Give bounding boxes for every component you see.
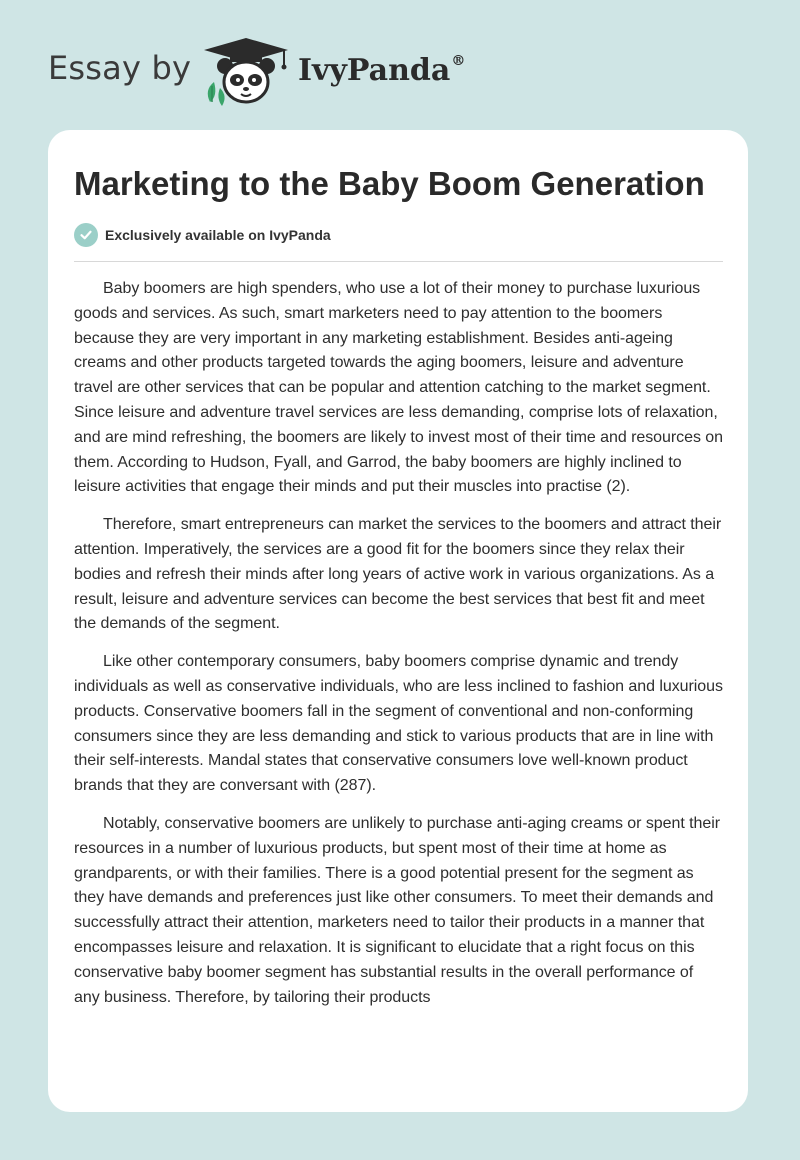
panda-graduate-icon (200, 36, 292, 108)
essay-by-label: Essay by (48, 49, 192, 87)
paragraph: Notably, conservative boomers are unlikely to purchase anti-aging creams or spent their resources in a number of luxurious products, but spent most of their time at home as grandparents, or with their families. There is a good potential present for the segment as they have demands and preferences just like other consumers. To meet their demands and successfully attract their attention, marketers need to tailor their products in a manner that encompasses leisure and relaxation. It is significant to elucidate that a right focus on this conservative baby boomer segment has substantial results in the overall performance of any business. Therefore, by tailoring their products (74, 814, 720, 1006)
divider (74, 261, 723, 262)
paragraph: Like other contemporary consumers, baby boomers comprise dynamic and trendy individuals as well as conservative individuals, who are less inclined to fashion and luxurious products. Conservative boomers fall in the segment of conventional and non-conforming consumers since they are less demanding and stick to various products that are in line with their self-interests. Mandal states that conservative consumers love well-known product brands that they are conversant with (287). (74, 653, 723, 795)
paragraph: Therefore, smart entrepreneurs can market the services to the boomers and attract their attention. Imperatively, the services are a good fit for the boomers since they relax their bodies and refresh their minds after long years of active work in various organizations. As a result, leisure and adventure services can become the best services that best fit and meet the demands of the segment. (74, 516, 722, 633)
site-header (0, 0, 800, 130)
paragraph: Baby boomers are high spenders, who use a lot of their money to purchase luxurious goods and services. As such, smart marketers need to pay attention to the boomers because they are very important in any marketing establishment. Besides anti-ageing creams and other products targeted towards the aging boomers, leisure and adventure travel are other services that can be popular and attention catching to the market segment. Since leisure and adventure travel services are less demanding, comprise lots of relaxation, and are mind refreshing, the boomers are likely to invest most of their time and resources on them. According to Hudson, Fyall, and Garrod, the baby boomers are highly inclined to leisure activities that engage their minds and put their muscles into practise (2). (74, 280, 723, 496)
essay-body (74, 277, 723, 1097)
brand-logo-text: IvyPanda® (298, 53, 466, 88)
exclusive-badge (74, 222, 331, 248)
exclusive-label: Exclusively available on IvyPanda (105, 227, 331, 243)
page-title: Marketing to the Baby Boom Generation (74, 165, 705, 202)
essay-card (48, 130, 748, 1112)
check-icon (74, 223, 98, 247)
